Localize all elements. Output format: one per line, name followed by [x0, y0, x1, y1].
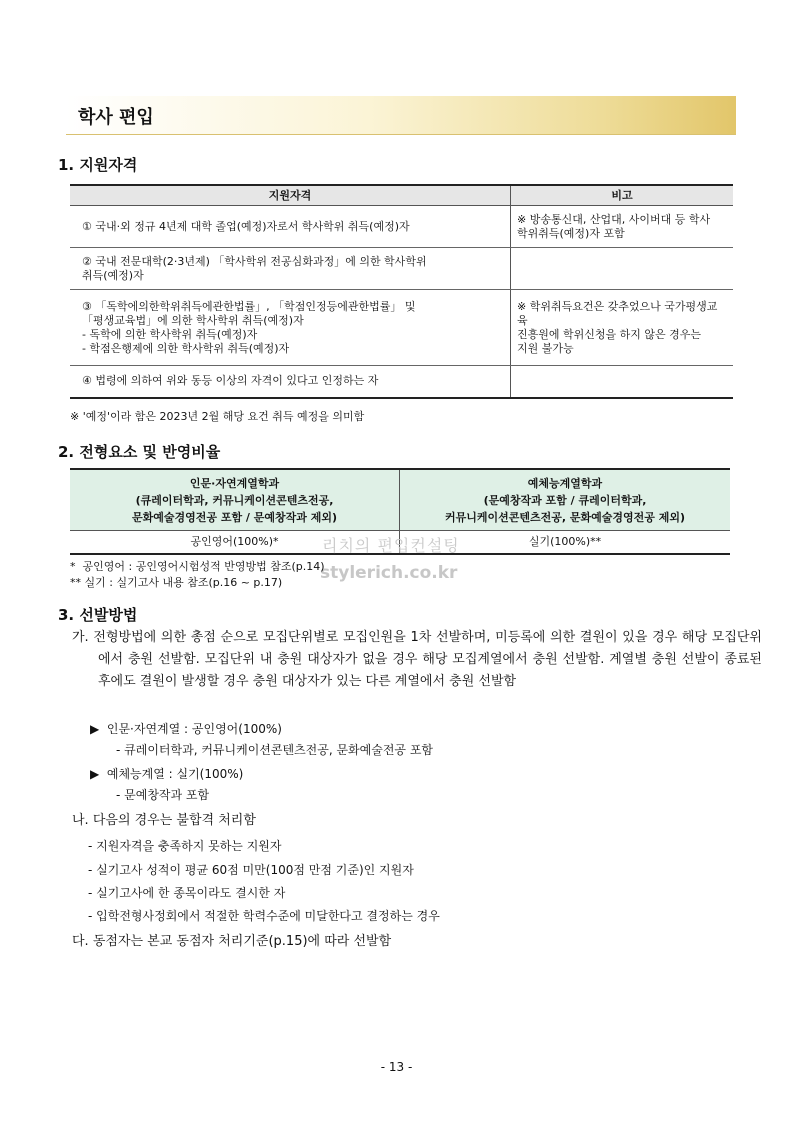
- section-3-heading: 3. 선발방법: [58, 606, 138, 624]
- bullet-humanities: ▶ 인문·자연계열 : 공인영어(100%): [90, 722, 282, 736]
- col-header-arts: 예체능계열학과 (문예창작과 포함 / 큐레이터학과, 커뮤니케이션콘텐츠전공, 문화예술경영전공 제외): [400, 469, 731, 531]
- list-item: - 실기고사에 한 종목이라도 결시한 자: [88, 886, 286, 900]
- col-header-remarks: 비고: [511, 185, 734, 206]
- bullet-humanities-sub: - 큐레이터학과, 커뮤니케이션콘텐츠전공, 문화예술전공 포함: [116, 743, 434, 757]
- clause-ga: 가. 전형방법에 의한 총점 순으로 모집단위별로 모집인원을 1차 선발하며, 미등록에 의한 결원이 있을 경우 해당 모집단위에서 충원 선발함. 모집단위 내 충원 대상자가 없을 경우 해당 모집계열에서 충원 선발함. 계열별 충원 선발이 종료된 후에도 결원이 발생할 경우 충원 대상자가 있는 다른 계열에서 충원 선발함: [72, 630, 762, 689]
- eligibility-cell: ④ 법령에 의하여 위와 동등 이상의 자격이 있다고 인정하는 자: [70, 366, 511, 398]
- bullet-arts-sub: - 문예창작과 포함: [116, 788, 210, 802]
- table-header-row: [70, 185, 733, 206]
- humanities-ratio: 공인영어(100%)*: [70, 531, 400, 555]
- title-bar: [66, 96, 736, 135]
- watermark-korean: 리치의 편입컨설팅: [322, 536, 460, 555]
- clause-da: 다. 동점자는 본교 동점자 처리기준(p.15)에 따라 선발함: [72, 934, 392, 949]
- col-header-humanities: 인문·자연계열학과 (큐레이터학과, 커뮤니케이션콘텐츠전공, 문화예술경영전공 포함 / 문예창작과 제외): [70, 469, 400, 531]
- eligibility-footnote: ※ '예정'이라 함은 2023년 2월 해당 요건 취득 예정을 의미함: [70, 410, 365, 423]
- remarks-cell: [511, 248, 734, 290]
- eligibility-table: [70, 184, 733, 399]
- page-title: 학사 편입: [78, 107, 154, 128]
- table-header-row: [70, 469, 730, 531]
- eligibility-cell: ② 국내 전문대학(2·3년제) 「학사학위 전공심화과정」에 의한 학사학위 취득(예정)자: [70, 248, 511, 290]
- table-row: [70, 290, 733, 366]
- eligibility-cell: ① 국내·외 정규 4년제 대학 졸업(예정)자로서 학사학위 취득(예정)자: [70, 206, 511, 248]
- arts-ratio: 실기(100%)**: [528, 535, 602, 548]
- list-item: - 입학전형사정회에서 적절한 학력수준에 미달한다고 결정하는 경우: [88, 909, 440, 923]
- bullet-arts: ▶ 예체능계열 : 실기(100%): [90, 767, 244, 781]
- eligibility-cell: ③ 「독학에의한학위취득에관한법률」, 「학점인정등에관한법률」 및 「평생교육법」에 의한 학사학위 취득(예정)자 - 독학에 의한 학사학위 취득(예정)자 - 학점은행제에 의한 학사학위 취득(예정)자: [70, 290, 511, 366]
- page-number: - 13 -: [380, 1060, 413, 1074]
- clause-na: 나. 다음의 경우는 불합격 처리함: [72, 813, 256, 828]
- section-2-heading: 2. 전형요소 및 반영비율: [58, 443, 221, 461]
- english-footnote: * 공인영어 : 공인영어시험성적 반영방법 참조(p.14): [70, 560, 325, 573]
- table-row: [70, 248, 733, 290]
- remarks-cell: ※ 학위취득요건은 갖추었으나 국가평생교육 진흥원에 학위신청을 하지 않은 경우는 지원 불가능: [511, 290, 734, 366]
- col-header-eligibility: 지원자격: [70, 185, 511, 206]
- table-row: [70, 206, 733, 248]
- practical-footnote: ** 실기 : 실기고사 내용 참조(p.16 ~ p.17): [70, 576, 283, 589]
- remarks-cell: [511, 366, 734, 398]
- section-1-heading: 1. 지원자격: [58, 156, 138, 174]
- watermark-url: stylerich.co.kr: [320, 563, 458, 583]
- list-item: - 지원자격을 충족하지 못하는 지원자: [88, 839, 282, 853]
- table-row: [70, 366, 733, 398]
- list-item: - 실기고사 성적이 평균 60점 미만(100점 만점 기준)인 지원자: [88, 863, 414, 877]
- remarks-cell: ※ 방송통신대, 산업대, 사이버대 등 학사 학위취득(예정)자 포함: [511, 206, 734, 248]
